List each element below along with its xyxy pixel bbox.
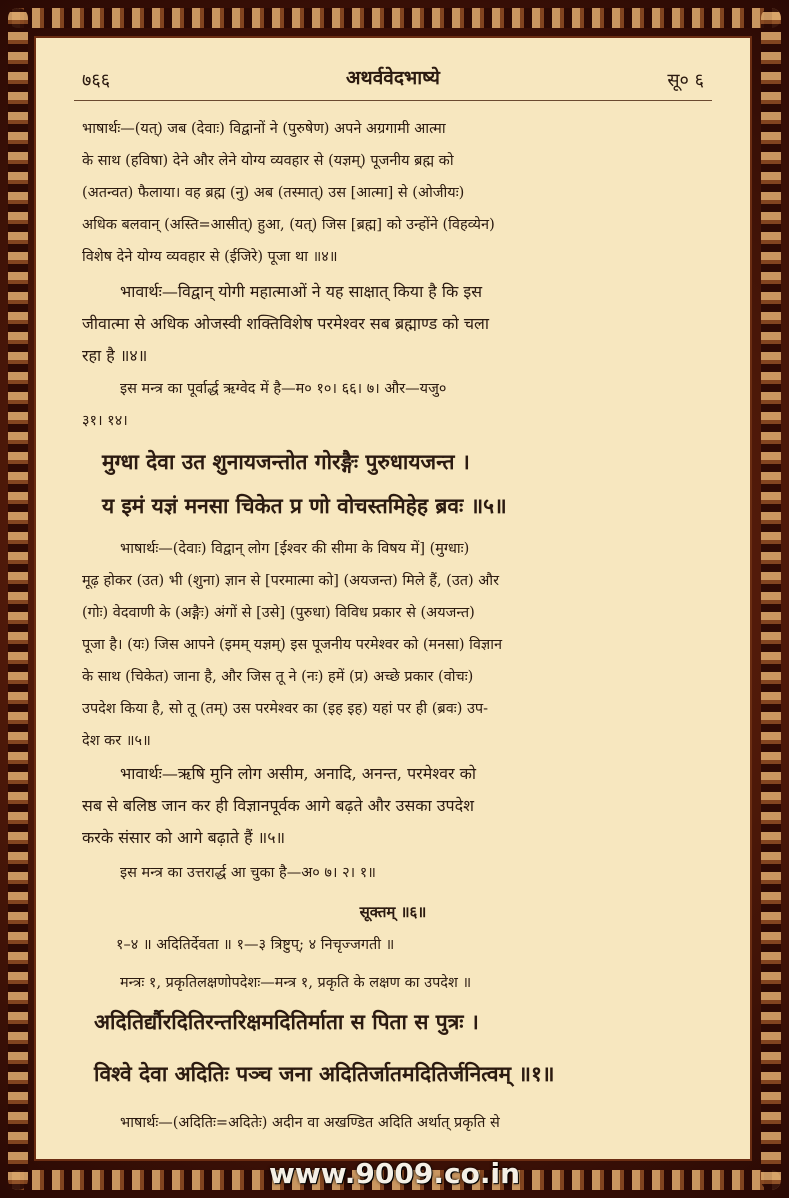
- mantra-line: मुग्धा देवा उत शुनायजन्तोत गोरङ्गैः पुरुधायजन्त ।: [102, 449, 470, 474]
- text-line: इस मन्त्र का उत्तरार्द्ध आ चुका है—अ० ७। २। १॥: [120, 865, 376, 881]
- page-title: अथर्ववेदभाष्ये: [346, 67, 440, 89]
- text-line: उपदेश किया है, सो तू (तम्) उस परमेश्वर का (इह इह) यहां पर ही (ब्रवः) उप-: [82, 701, 489, 717]
- mantra-line: अदितिर्द्यौरदितिरन्तरिक्षमदितिर्माता स पिता स पुत्रः ।: [94, 1009, 479, 1034]
- watermark-url: www.9009.co.in: [268, 1157, 520, 1190]
- text-line: पूजा है। (यः) जिस आपने (इमम् यज्ञम्) इस पूजनीय परमेश्वर को (मनसा) विज्ञान: [82, 637, 502, 653]
- text-line: भाषार्थः—(यत्) जब (देवाः) विद्वानों ने (पुरुषेण) अपने अग्रगामी आत्मा: [82, 121, 446, 137]
- text-line: (अतन्वत) फैलाया। वह ब्रह्म (नु) अब (तस्मात्) उस [आत्मा] से (ओजीयः): [82, 185, 465, 201]
- page-header: [34, 64, 752, 94]
- frame-chain-right: [761, 8, 781, 1190]
- mantra-line: य इमं यज्ञं मनसा चिकेत प्र णो वोचस्तमिहेह ब्रवः ॥५॥: [102, 493, 507, 518]
- text-line: जीवात्मा से अधिक ओजस्वी शक्तिविशेष परमेश्वर सब ब्रह्माण्ड को चला: [82, 314, 489, 333]
- text-line: भाषार्थः—(अदितिः=अदितेः) अदीन वा अखण्डित अदिति अर्थात् प्रकृति से: [120, 1115, 500, 1131]
- text-line: के साथ (चिकेत) जाना है, और जिस तू ने (नः) हमें (प्र) अच्छे प्रकार (वोचः): [82, 669, 474, 685]
- text-line: सब से बलिष्ठ जान कर ही विज्ञानपूर्वक आगे बढ़ते और उसका उपदेश: [82, 796, 475, 815]
- text-line: ३१। १४।: [82, 413, 128, 429]
- sukta-label: सू० ६: [667, 70, 704, 91]
- book-page: [34, 36, 752, 1161]
- mantra-line: विश्वे देवा अदितिः पञ्च जना अदितिर्जातमदितिर्जनित्वम् ॥१॥: [94, 1061, 555, 1086]
- text-line: (गोः) वेदवाणी के (अङ्गैः) अंगों से [उसे] (पुरुधा) विविध प्रकार से (अयजन्त): [82, 605, 475, 621]
- text-line: देश कर ॥५॥: [82, 733, 151, 749]
- sukta-heading: सूक्तम् ॥६॥: [359, 903, 427, 921]
- mantra-topic-line: मन्त्रः १, प्रकृतिलक्षणोपदेशः—मन्त्र १, प्रकृति के लक्षण का उपदेश ॥: [120, 975, 472, 991]
- text-line: इस मन्त्र का पूर्वार्द्ध ऋग्वेद में है—म० १०। ६६। ७। और—यजु०: [120, 381, 447, 397]
- page-number: ७६६: [82, 70, 111, 91]
- text-line: के साथ (हविषा) देने और लेने योग्य व्यवहार से (यज्ञम्) पूजनीय ब्रह्म को: [82, 153, 454, 169]
- frame-chain-left: [8, 8, 28, 1190]
- text-line: मूढ़ होकर (उत) भी (शुना) ज्ञान से [परमात्मा को] (अयजन्त) मिले हैं, (उत) और: [82, 573, 500, 589]
- devata-line: १–४ ॥ अदितिर्देवता ॥ १—३ त्रिष्टुप्; ४ निचृज्जगती ॥: [116, 937, 395, 953]
- text-line: विशेष देने योग्य व्यवहार से (ईजिरे) पूजा था ॥४॥: [82, 249, 338, 265]
- text-line: भावार्थः—ऋषि मुनि लोग असीम, अनादि, अनन्त, परमेश्वर को: [120, 764, 477, 783]
- text-line: भाषार्थः—(देवाः) विद्वान् लोग [ईश्वर की सीमा के विषय में] (मुग्धाः): [120, 541, 470, 557]
- header-rule: [74, 100, 712, 101]
- text-line: भावार्थः—विद्वान् योगी महात्माओं ने यह साक्षात् किया है कि इस: [120, 282, 483, 301]
- text-line: रहा है ॥४॥: [82, 346, 148, 365]
- frame-chain-top: [8, 8, 781, 28]
- text-line: अधिक बलवान् (अस्ति=आसीत्) हुआ, (यत्) जिस [ब्रह्म] को उन्होंने (विहव्येन): [82, 217, 495, 233]
- text-line: करके संसार को आगे बढ़ाते हैं ॥५॥: [82, 828, 286, 847]
